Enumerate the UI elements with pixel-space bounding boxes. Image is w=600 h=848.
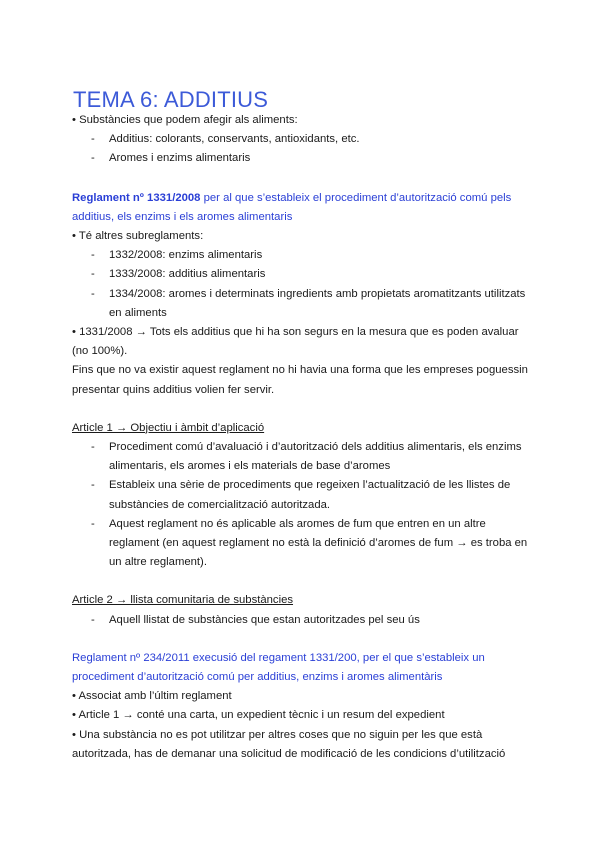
reglament-1331-number: Reglament nº 1331/2008 xyxy=(72,191,201,204)
list-item: - Additius: colorants, conservants, antioxidants, etc. xyxy=(72,130,532,149)
safety-bullet-cont: (no 100%). xyxy=(72,345,128,358)
safety-bullet: • 1331/2008 → Tots els additius que hi ha son segurs en la mesura que es poden avaluar xyxy=(72,326,519,339)
paragraph-cont: presentar quins additius volien fer servir. xyxy=(72,383,275,396)
article-2-heading: Article 2 → llista comunitaria de substàncies xyxy=(72,594,294,607)
list-item-cont: en aliments xyxy=(109,306,167,319)
subreglaments-bullet: • Té altres subreglaments: xyxy=(72,230,204,243)
intro-bullet: • Substàncies que podem afegir als aliments: xyxy=(72,114,298,126)
bullet: • Associat amb l’últim reglament xyxy=(72,690,232,703)
reglament-1331-heading-text: per al que s’estableix el procediment d’autorització comú pels xyxy=(200,191,512,204)
list-item-cont: un altre reglament). xyxy=(109,556,207,569)
bullet: • Article 1 → conté una carta, un expedient tècnic i un resum del expedient xyxy=(72,709,445,722)
list-item: - Aromes i enzims alimentaris xyxy=(72,149,532,168)
page-title: TEMA 6: ADDITIUS xyxy=(73,86,269,112)
document-body xyxy=(72,111,532,764)
list-item: - 1332/2008: enzims alimentaris xyxy=(72,246,532,265)
list-item: - Estableix una sèrie de procediments que regeixen l’actualització de les llistes de xyxy=(72,476,532,495)
list-item-cont: substàncies de comercialització autoritzada. xyxy=(109,498,331,511)
article-1-heading: Article 1 → Objectiu i àmbit d’aplicació xyxy=(72,421,265,434)
list-item: - Aquest reglament no és aplicable als aromes de fum que entren en un altre xyxy=(72,515,532,534)
reglament-1331-heading-cont: additius, els enzims i els aromes alimentaris xyxy=(72,210,293,223)
bullet-cont: autoritzada, has de demanar una solicitud de modificació de les condicions d’utilització xyxy=(72,747,506,760)
list-item-cont: alimentaris, els aromes i els materials de base d’aromes xyxy=(109,460,391,473)
list-item: - Procediment comú d’avaluació i d’autorització dels additius alimentaris, els enzims xyxy=(72,438,532,457)
paragraph: Fins que no va existir aquest reglament no hi havia una forma que les empreses poguessin xyxy=(72,364,528,377)
list-item: - 1334/2008: aromes i determinats ingredients amb propietats aromatitzants utilitzats xyxy=(72,285,532,304)
bullet: • Una substància no es pot utilitzar per altres coses que no siguin per les que està xyxy=(72,728,483,741)
reglament-1331-heading xyxy=(72,189,532,208)
reglament-234-heading: Reglament nº 234/2011 execusió del regament 1331/200, per el que s’estableix un xyxy=(72,651,485,664)
reglament-234-heading-cont: procediment d’autorització comú per additius, enzims i aromes alimentàris xyxy=(72,671,443,684)
list-item-cont: reglament (en aquest reglament no està la definició d’aromes de fum → es troba en xyxy=(109,537,528,550)
list-item: - Aquell llistat de substàncies que estan autoritzades pel seu ús xyxy=(72,611,532,630)
list-item: - 1333/2008: additius alimentaris xyxy=(72,265,532,284)
